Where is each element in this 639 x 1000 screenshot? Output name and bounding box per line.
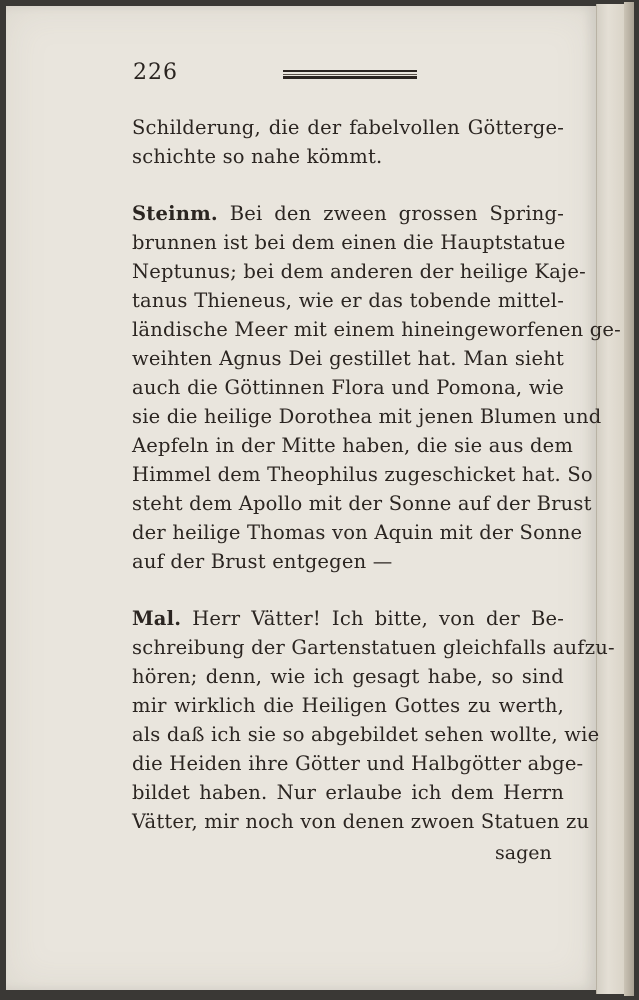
line-text: die Heiden ihre Götter und Halbgötter abge- — [132, 752, 584, 775]
line-text: auf der Brust entgegen — — [132, 550, 393, 573]
text-line — [132, 375, 564, 401]
page-edge — [596, 4, 625, 994]
text-line — [132, 693, 564, 719]
text-line — [132, 144, 564, 170]
text-line — [132, 462, 593, 488]
text-line — [132, 404, 602, 430]
text-line — [132, 201, 564, 227]
text-line — [132, 664, 564, 690]
line-text: Schilderung, die der fabelvollen Götterge- — [132, 116, 564, 139]
line-text: Himmel dem Theophilus zugeschicket hat. So — [132, 463, 593, 486]
text-line — [132, 433, 574, 459]
text-line — [132, 491, 592, 517]
speaker-name: Steinm. — [132, 202, 218, 225]
text-line — [132, 317, 621, 343]
catchword: sagen — [495, 842, 552, 864]
text-line — [132, 722, 600, 748]
text-line — [132, 809, 590, 835]
text-line — [132, 780, 564, 806]
page-edge-shadow — [624, 2, 634, 996]
line-text: schichte so nahe kömmt. — [132, 145, 383, 168]
line-text: weihten Agnus Dei gestillet hat. Man sieht — [132, 347, 564, 370]
text-line — [132, 549, 564, 575]
text-line — [132, 288, 564, 314]
line-text: tanus Thieneus, wie er das tobende mittel- — [132, 289, 564, 312]
text-line — [132, 115, 564, 141]
line-text: schreibung der Gartenstatuen gleichfalls aufzu- — [132, 636, 615, 659]
text-line — [132, 751, 584, 777]
text-line — [132, 635, 615, 661]
line-text: brunnen ist bei dem einen die Hauptstatue — [132, 231, 566, 254]
line-text: Vätter, mir noch von denen zwoen Statuen zu — [132, 810, 590, 833]
line-text: als daß ich sie so abgebildet sehen wollte, wie — [132, 723, 600, 746]
line-text: ländische Meer mit einem hineingeworfenen ge- — [132, 318, 621, 341]
line-text: Bei den zween grossen Spring- — [217, 202, 564, 225]
header-rule — [283, 70, 417, 79]
line-text: bildet haben. Nur erlaube ich dem Herrn — [132, 781, 564, 804]
speaker-name: Mal. — [132, 607, 182, 630]
line-text: mir wirklich die Heiligen Gottes zu werth, — [132, 694, 564, 717]
text-line — [132, 520, 583, 546]
page-number: 226 — [133, 60, 178, 85]
line-text: Neptunus; bei dem anderen der heilige Kaje- — [132, 260, 586, 283]
line-text: Herr Vätter! Ich bitte, von der Be- — [181, 607, 564, 630]
line-text: auch die Göttinnen Flora und Pomona, wie — [132, 376, 564, 399]
text-line — [132, 230, 564, 256]
text-line — [132, 259, 586, 285]
line-text: sie die heilige Dorothea mit jenen Blumen und — [132, 405, 602, 428]
line-text: Aepfeln in der Mitte haben, die sie aus dem — [132, 434, 574, 457]
text-line — [132, 346, 564, 372]
line-text: der heilige Thomas von Aquin mit der Sonne — [132, 521, 583, 544]
line-text: hören; denn, wie ich gesagt habe, so sind — [132, 665, 564, 688]
text-line — [132, 606, 564, 632]
line-text: steht dem Apollo mit der Sonne auf der Brust — [132, 492, 592, 515]
